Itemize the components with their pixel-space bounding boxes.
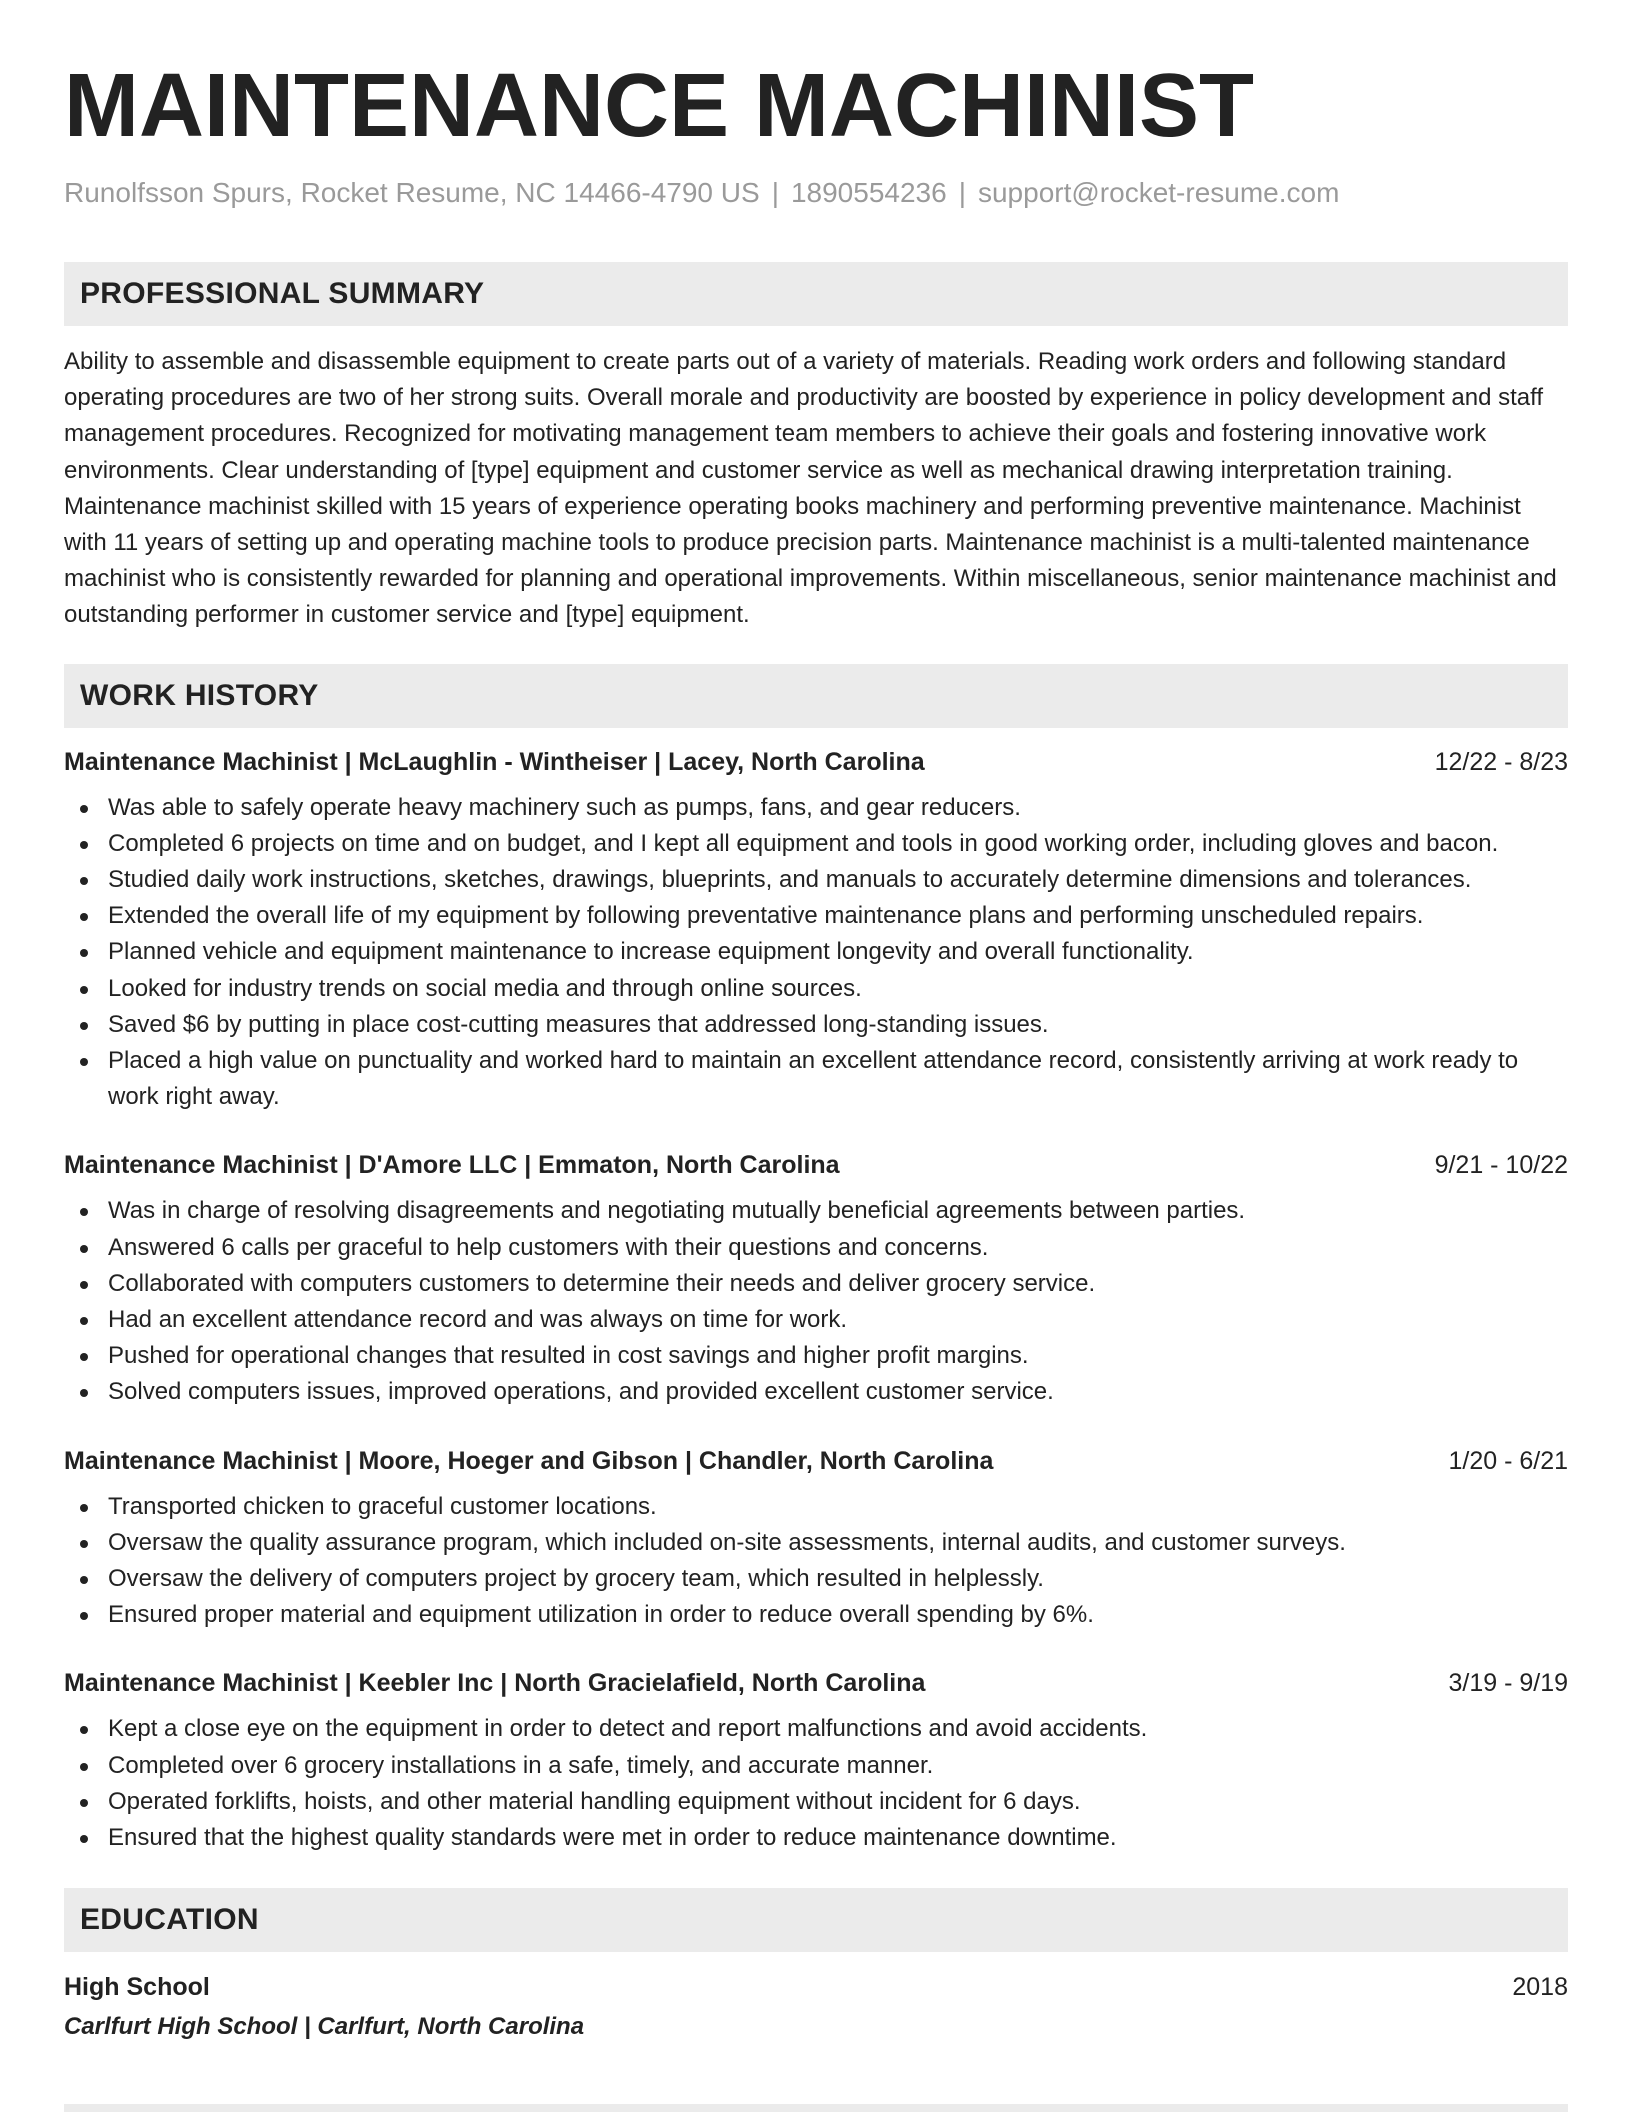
job-bullet-text: Extended the overall life of my equipment by following preventative maintenance plans and performing unscheduled repairs.: [108, 902, 1424, 930]
candidate-name: MAINTENANCE MACHINIST: [64, 56, 1254, 156]
job-bullet-text: Saved $6 by putting in place cost-cutting measures that addressed long-standing issues.: [108, 1010, 1049, 1038]
bullet-dot-icon: [80, 1058, 88, 1066]
job-bullet-list: [64, 790, 1568, 1116]
job-bullet-text: Placed a high value on punctuality and worked hard to maintain an excellent attendance record, consistently arriving at work ready to work right away.: [108, 1047, 1519, 1111]
job-bullet: [64, 1597, 1568, 1633]
job-bullet: [64, 1302, 1568, 1338]
job-bullet: [64, 862, 1568, 898]
job-title: Maintenance Machinist | Moore, Hoeger and Gibson | Chandler, North Carolina: [64, 1446, 994, 1475]
job-bullet: [64, 1820, 1568, 1856]
job-bullet-text: Oversaw the quality assurance program, which included on-site assessments, internal audits, and customer surveys.: [108, 1528, 1346, 1556]
job-title: Maintenance Machinist | Keebler Inc | North Gracielafield, North Carolina: [64, 1669, 926, 1698]
job-dates: 3/19 - 9/19: [1448, 1669, 1568, 1698]
bullet-dot-icon: [80, 1576, 88, 1584]
bullet-dot-icon: [80, 986, 88, 994]
job-bullet: [64, 790, 1568, 826]
job-bullet-text: Collaborated with computers customers to determine their needs and deliver grocery service.: [108, 1269, 1096, 1297]
job-bullet-text: Completed 6 projects on time and on budget, and I kept all equipment and tools in good working order, including gloves and bacon.: [108, 829, 1499, 857]
contact-email: support@rocket-resume.com: [977, 177, 1340, 208]
education-header: [64, 1970, 1568, 2004]
job-bullet: [64, 1748, 1568, 1784]
bullet-dot-icon: [80, 949, 88, 957]
job-dates: 9/21 - 10/22: [1434, 1151, 1568, 1180]
job-bullet: [64, 826, 1568, 862]
work-history-heading: WORK HISTORY: [80, 678, 319, 712]
bullet-dot-icon: [80, 1612, 88, 1620]
job-bullet-text: Kept a close eye on the equipment in order to detect and report malfunctions and avoid accidents.: [108, 1715, 1148, 1743]
job-bullet-text: Solved computers issues, improved operations, and provided excellent customer service.: [108, 1378, 1054, 1406]
job-bullet: [64, 1711, 1568, 1747]
bullet-dot-icon: [80, 1763, 88, 1771]
job-dates: 1/20 - 6/21: [1448, 1446, 1568, 1475]
education-year: 2018: [1512, 1973, 1568, 2002]
work-history-section-header: [64, 664, 1568, 728]
job-bullet: [64, 1007, 1568, 1043]
education-degree: High School: [64, 1973, 210, 2002]
bullet-dot-icon: [80, 1022, 88, 1030]
bullet-dot-icon: [80, 1353, 88, 1361]
summary-heading: PROFESSIONAL SUMMARY: [80, 277, 485, 310]
job-bullet-list: [64, 1711, 1568, 1856]
job-entry: [64, 746, 1568, 1116]
job-bullet-text: Planned vehicle and equipment maintenance to increase equipment longevity and overall functionality.: [108, 938, 1194, 966]
job-bullet: [64, 898, 1568, 934]
contact-phone: 1890554236: [790, 177, 947, 208]
job-bullet: [64, 971, 1568, 1007]
job-bullet: [64, 1525, 1568, 1561]
job-title: Maintenance Machinist | D'Amore LLC | Emmaton, North Carolina: [64, 1151, 840, 1180]
job-bullet-text: Completed over 6 grocery installations in a safe, timely, and accurate manner.: [108, 1751, 934, 1779]
job-bullet: [64, 1784, 1568, 1820]
summary-section-header: [64, 262, 1568, 326]
job-title: Maintenance Machinist | McLaughlin - Wintheiser | Lacey, North Carolina: [64, 747, 925, 776]
bullet-dot-icon: [80, 1245, 88, 1253]
job-bullet: [64, 1561, 1568, 1597]
job-bullet: [64, 1489, 1568, 1525]
bullet-dot-icon: [80, 841, 88, 849]
bullet-dot-icon: [80, 877, 88, 885]
job-bullet: [64, 1338, 1568, 1374]
job-bullet: [64, 1193, 1568, 1229]
bullet-dot-icon: [80, 1504, 88, 1512]
next-section-header-edge: [64, 2104, 1568, 2112]
job-bullet: [64, 934, 1568, 970]
education-entry: [64, 1970, 1568, 2044]
education-section-header: [64, 1888, 1568, 1952]
bullet-dot-icon: [80, 805, 88, 813]
bullet-dot-icon: [80, 1389, 88, 1397]
job-bullet-text: Operated forklifts, hoists, and other material handling equipment without incident for 6 days.: [108, 1787, 1081, 1815]
job-bullet: [64, 1374, 1568, 1410]
bullet-dot-icon: [80, 1317, 88, 1325]
contact-line: [64, 176, 1568, 210]
education-school: Carlfurt High School | Carlfurt, North Carolina: [64, 2013, 585, 2041]
contact-address: Runolfsson Spurs, Rocket Resume, NC 14466-4790 US: [64, 177, 760, 208]
bullet-dot-icon: [80, 1281, 88, 1289]
job-bullet-text: Was in charge of resolving disagreements and negotiating mutually beneficial agreements between parties.: [108, 1197, 1246, 1225]
bullet-dot-icon: [80, 1540, 88, 1548]
job-bullet-list: [64, 1193, 1568, 1410]
job-header: [64, 1667, 1568, 1699]
job-bullet-text: Ensured that the highest quality standards were met in order to reduce maintenance downtime.: [108, 1824, 1117, 1852]
job-bullet-text: Looked for industry trends on social media and through online sources.: [108, 974, 862, 1002]
job-bullet-text: Ensured proper material and equipment utilization in order to reduce overall spending by 6%.: [108, 1601, 1094, 1629]
job-bullet: [64, 1230, 1568, 1266]
job-entry: [64, 1149, 1568, 1410]
contact-separator: |: [771, 177, 779, 208]
job-dates: 12/22 - 8/23: [1434, 747, 1568, 776]
job-bullet: [64, 1043, 1568, 1115]
job-header: [64, 1149, 1568, 1181]
job-bullet-list: [64, 1489, 1568, 1634]
job-bullet-text: Studied daily work instructions, sketches, drawings, blueprints, and manuals to accurately determine dimensions and tolerances.: [108, 866, 1472, 894]
education-heading: EDUCATION: [80, 1903, 259, 1937]
job-bullet-text: Answered 6 calls per graceful to help customers with their questions and concerns.: [108, 1233, 989, 1261]
contact-separator: |: [958, 177, 966, 208]
bullet-dot-icon: [80, 1208, 88, 1216]
bullet-dot-icon: [80, 1799, 88, 1807]
job-header: [64, 1445, 1568, 1477]
job-bullet-text: Was able to safely operate heavy machinery such as pumps, fans, and gear reducers.: [108, 793, 1021, 821]
bullet-dot-icon: [80, 913, 88, 921]
job-bullet-text: Had an excellent attendance record and was always on time for work.: [108, 1306, 848, 1334]
summary-text: Ability to assemble and disassemble equipment to create parts out of a variety of materials. Reading work orders and following standard operating procedures are two of her strong suits. Overall morale and productivity are boosted by experience in policy development and staff management procedures. Recognized for motivating management team members to achieve their goals and fostering innovative work environments. Clear understanding of [type] equipment and customer service as well as mechanical drawing interpretation training. Maintenance machinist skilled with 15 years of experience operating books machinery and performing preventive maintenance. Machinist with 11 years of setting up and operating machine tools to produce precision parts. Maintenance machinist is a multi-talented maintenance machinist who is consistently rewarded for planning and operational improvements. Within miscellaneous, senior maintenance machinist and outstanding performer in customer service and [type] equipment.: [64, 348, 1557, 629]
job-bullet-text: Oversaw the delivery of computers project by grocery team, which resulted in helplessly.: [108, 1565, 1044, 1593]
job-header: [64, 746, 1568, 778]
job-entry: [64, 1445, 1568, 1634]
bullet-dot-icon: [80, 1835, 88, 1843]
bullet-dot-icon: [80, 1726, 88, 1734]
job-bullet: [64, 1266, 1568, 1302]
job-entry: [64, 1667, 1568, 1856]
job-bullet-text: Pushed for operational changes that resulted in cost savings and higher profit margins.: [108, 1342, 1029, 1370]
job-bullet-text: Transported chicken to graceful customer locations.: [108, 1492, 657, 1520]
